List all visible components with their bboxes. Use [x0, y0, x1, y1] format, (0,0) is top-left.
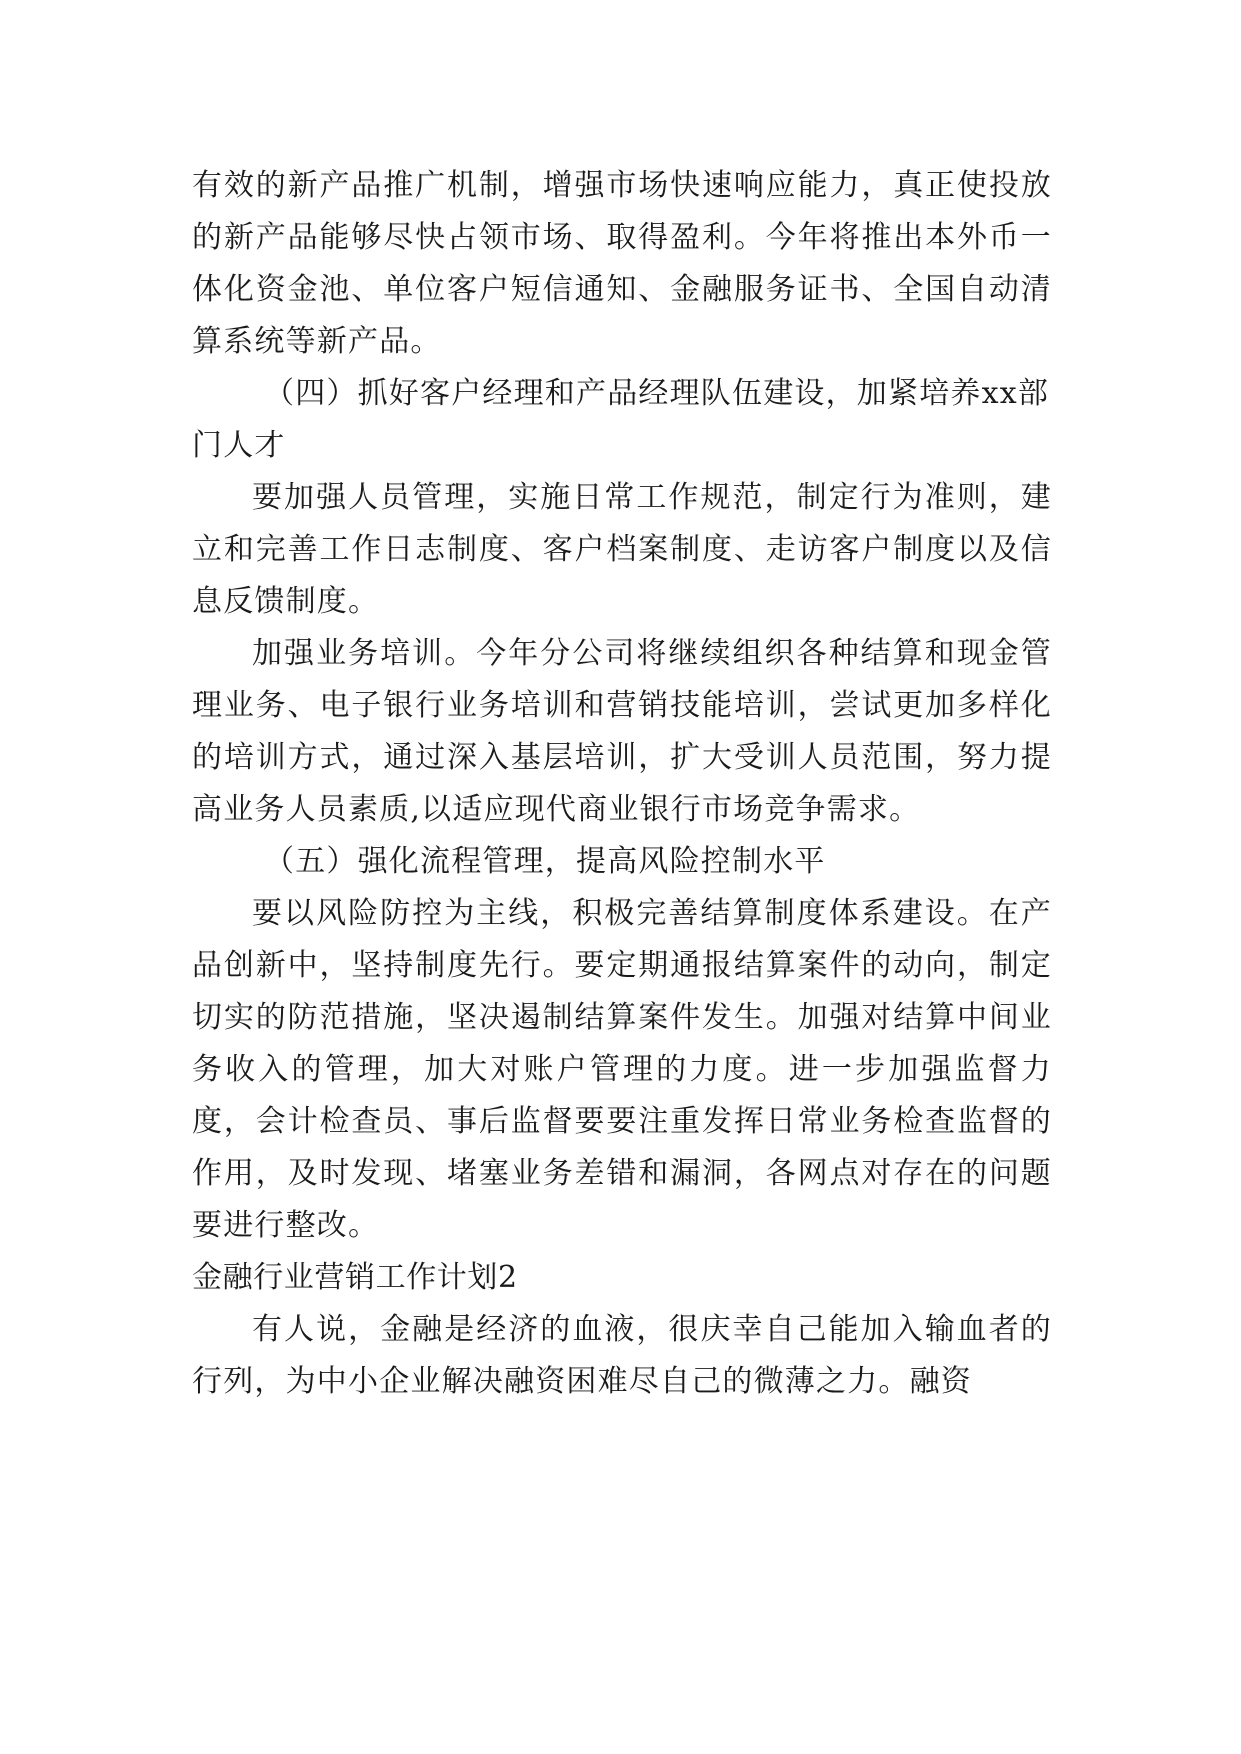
section-heading-five: （五）强化流程管理，提高风险控制水平: [264, 844, 826, 879]
document-title-plan-2: 金融行业营销工作计划2: [192, 1260, 518, 1295]
paragraph-risk-control: 要以风险防控为主线，积极完善结算制度体系建设。在产品创新中，坚持制度先行。要定期通报结算案件的动向，制定切实的防范措施，坚决遏制结算案件发生。加强对结算中间业务收入的管理，加大对账户管理的力度。进一步加强监督力度，会计检查员、事后监督要要注重发挥日常业务检查监督的作用，及时发现、堵塞业务差错和漏洞，各网点对存在的问题要进行整改。: [192, 896, 1052, 1243]
paragraph-personnel-management: 要加强人员管理，实施日常工作规范，制定行为准则，建立和完善工作日志制度、客户档案制度、走访客户制度以及信息反馈制度。: [192, 480, 1052, 619]
paragraph-new-product-promotion: 有效的新产品推广机制，增强市场快速响应能力，真正使投放的新产品能够尽快占领市场、取得盈利。今年将推出本外币一体化资金池、单位客户短信通知、金融服务证书、全国自动清算系统等新产品。: [192, 168, 1052, 359]
section-heading-four: （四）抓好客户经理和产品经理队伍建设，加紧培养xx部门人才: [192, 376, 1050, 463]
paragraph-business-training: 加强业务培训。今年分公司将继续组织各种结算和现金管理业务、电子银行业务培训和营销技能培训，尝试更加多样化的培训方式，通过深入基层培训，扩大受训人员范围，努力提高业务人员素质,以适应现代商业银行市场竞争需求。: [192, 636, 1052, 827]
document-body: [192, 160, 1052, 1408]
paragraph-finance-intro: 有人说，金融是经济的血液，很庆幸自己能加入输血者的行列，为中小企业解决融资困难尽自己的微薄之力。融资: [192, 1312, 1052, 1399]
